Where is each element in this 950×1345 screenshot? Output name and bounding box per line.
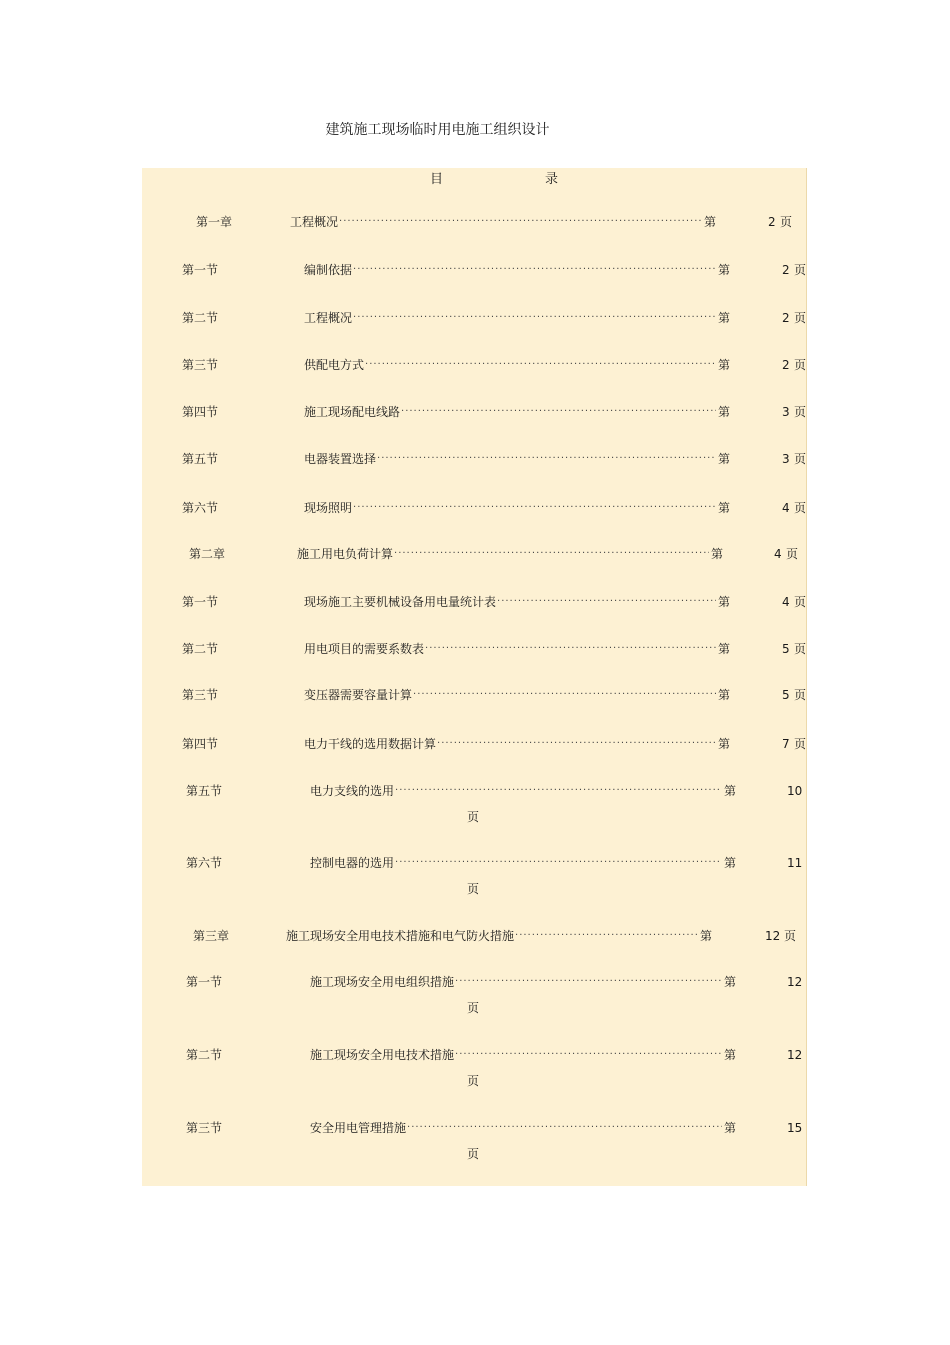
toc-leader-dots (339, 214, 702, 230)
toc-entry[interactable] (0, 736, 950, 752)
toc-entry-page: 5 (782, 688, 790, 702)
toc-entry-di: 第 (704, 215, 717, 229)
toc-entry-page: 2 (768, 215, 776, 229)
toc-leader-dots (394, 546, 709, 562)
toc-entry-label: 第二节 (182, 642, 219, 656)
toc-entry[interactable] (0, 546, 950, 562)
toc-entry[interactable] (0, 641, 950, 657)
toc-entry-label: 第三节 (182, 358, 219, 372)
toc-entry-label: 第一节 (186, 975, 223, 989)
toc-leader-dots (515, 928, 698, 944)
toc-leader-dots (413, 687, 716, 703)
document-title: 建筑施工现场临时用电施工组织设计 (325, 122, 550, 138)
toc-entry-di: 第 (718, 595, 731, 609)
toc-entry-title: 施工现场安全用电组织措施 (310, 975, 455, 989)
toc-entry-title: 现场施工主要机械设备用电量统计表 (304, 595, 497, 609)
toc-entry-page: 7 (782, 737, 790, 751)
toc-entry-ye: 页 (786, 547, 799, 561)
toc-entry-page: 3 (782, 452, 790, 466)
toc-entry[interactable] (0, 687, 950, 703)
toc-entry-di: 第 (718, 452, 731, 466)
toc-entry-title: 施工现场安全用电技术措施 (310, 1048, 455, 1062)
toc-entry-title: 现场照明 (304, 501, 353, 515)
toc-entry-page: 5 (782, 642, 790, 656)
toc-entry-di: 第 (724, 856, 737, 870)
toc-entry-ye: 页 (794, 452, 807, 466)
toc-entry-title: 工程概况 (290, 215, 339, 229)
toc-entry-ye: 页 (780, 215, 793, 229)
toc-entry-title: 电力支线的选用 (310, 784, 395, 798)
toc-entry-page: 12 (787, 975, 803, 989)
toc-entry-title: 用电项目的需要系数表 (304, 642, 425, 656)
toc-leader-dots (497, 594, 716, 610)
toc-entry-label: 第三节 (182, 688, 219, 702)
toc-leader-dots (407, 1120, 722, 1136)
toc-entry-label: 第二节 (186, 1048, 223, 1062)
toc-leader-dots (353, 500, 716, 516)
toc-entry-label: 第二节 (182, 311, 219, 325)
toc-entry-ye: 页 (794, 311, 807, 325)
toc-entry-ye: 页 (794, 642, 807, 656)
toc-entry-di: 第 (718, 358, 731, 372)
toc-entry-di: 第 (718, 501, 731, 515)
toc-heading-char-1: 目 (430, 172, 444, 187)
toc-leader-dots (437, 736, 716, 752)
toc-entry[interactable] (0, 928, 950, 944)
toc-entry-title: 施工现场配电线路 (304, 405, 401, 419)
toc-entry[interactable] (0, 404, 950, 420)
toc-entry[interactable] (0, 1120, 950, 1161)
toc-entry-di: 第 (718, 642, 731, 656)
toc-entry-ye: 页 (794, 358, 807, 372)
toc-leader-dots (395, 855, 722, 871)
toc-entry-label: 第五节 (186, 784, 223, 798)
toc-entry[interactable] (0, 262, 950, 278)
toc-entry-ye: 页 (794, 595, 807, 609)
toc-entry-di: 第 (724, 784, 737, 798)
toc-entry-di: 第 (718, 263, 731, 277)
toc-entry[interactable] (0, 855, 950, 896)
toc-leader-dots (377, 451, 716, 467)
toc-entry-label: 第六节 (186, 856, 223, 870)
toc-entry-label: 第一节 (182, 263, 219, 277)
toc-entry-page: 11 (787, 856, 803, 870)
toc-entry[interactable] (0, 1047, 950, 1088)
toc-leader-dots (365, 357, 716, 373)
toc-leader-dots (425, 641, 716, 657)
toc-entry-title: 编制依据 (304, 263, 353, 277)
toc-entry-di: 第 (711, 547, 724, 561)
toc-entry-ye-wrapped: 页 (467, 810, 480, 824)
toc-leader-dots (455, 1047, 722, 1063)
toc-entry-ye-wrapped: 页 (467, 1074, 480, 1088)
toc-entry-page: 3 (782, 405, 790, 419)
toc-entry-di: 第 (718, 688, 731, 702)
toc-entry-page: 12 (787, 1048, 803, 1062)
toc-leader-dots (401, 404, 716, 420)
toc-entry-page: 15 (787, 1121, 803, 1135)
toc-entry-title: 电器装置选择 (304, 452, 377, 466)
toc-entry-di: 第 (718, 311, 731, 325)
toc-entry[interactable] (0, 783, 950, 824)
toc-entry-label: 第一节 (182, 595, 219, 609)
toc-entry[interactable] (0, 357, 950, 373)
toc-entry-title: 供配电方式 (304, 358, 365, 372)
toc-entry-label: 第四节 (182, 405, 219, 419)
toc-entry-title: 电力干线的选用数据计算 (304, 737, 437, 751)
toc-entry-page: 2 (782, 263, 790, 277)
toc-entry-label: 第四节 (182, 737, 219, 751)
toc-entry-ye: 页 (794, 737, 807, 751)
toc-entry-ye: 页 (794, 405, 807, 419)
toc-entry-di: 第 (718, 405, 731, 419)
toc-entry-page: 10 (787, 784, 803, 798)
toc-entry-label: 第五节 (182, 452, 219, 466)
toc-entry-label: 第二章 (189, 547, 226, 561)
toc-entry[interactable] (0, 500, 950, 516)
toc-entry-di: 第 (718, 737, 731, 751)
toc-entry[interactable] (0, 974, 950, 1015)
toc-entry-ye: 页 (794, 688, 807, 702)
toc-entry[interactable] (0, 310, 950, 326)
toc-entry-label: 第六节 (182, 501, 219, 515)
toc-entry-title: 工程概况 (304, 311, 353, 325)
toc-entry-ye: 页 (794, 501, 807, 515)
toc-leader-dots (395, 783, 722, 799)
toc-entry[interactable] (0, 451, 950, 467)
toc-entry-page: 4 (782, 595, 790, 609)
toc-heading-char-2: 录 (545, 172, 559, 187)
toc-entry-title: 施工现场安全用电技术措施和电气防火措施 (286, 929, 515, 943)
toc-entry-page: 2 (782, 358, 790, 372)
toc-entry-title: 变压器需要容量计算 (304, 688, 413, 702)
toc-leader-dots (353, 310, 716, 326)
toc-entry-di: 第 (724, 975, 737, 989)
toc-entry-page: 2 (782, 311, 790, 325)
toc-entry-ye-wrapped: 页 (467, 1147, 480, 1161)
toc-entry-page: 4 (782, 501, 790, 515)
toc-entry-page: 12 (765, 929, 781, 943)
toc-entry-label: 第三章 (193, 929, 230, 943)
toc-entry-title: 安全用电管理措施 (310, 1121, 407, 1135)
toc-leader-dots (353, 262, 716, 278)
toc-entry-page: 4 (774, 547, 782, 561)
toc-entry-ye-wrapped: 页 (467, 1001, 480, 1015)
toc-leader-dots (455, 974, 722, 990)
toc-entry[interactable] (0, 214, 950, 230)
toc-entry-title: 施工用电负荷计算 (297, 547, 394, 561)
toc-entry-di: 第 (724, 1121, 737, 1135)
toc-entry-ye: 页 (794, 263, 807, 277)
toc-entry[interactable] (0, 594, 950, 610)
toc-entry-ye-wrapped: 页 (467, 882, 480, 896)
toc-entry-label: 第三节 (186, 1121, 223, 1135)
toc-entry-title: 控制电器的选用 (310, 856, 395, 870)
toc-entry-di: 第 (700, 929, 713, 943)
toc-entry-label: 第一章 (196, 215, 233, 229)
toc-entry-ye: 页 (784, 929, 797, 943)
toc-entry-di: 第 (724, 1048, 737, 1062)
